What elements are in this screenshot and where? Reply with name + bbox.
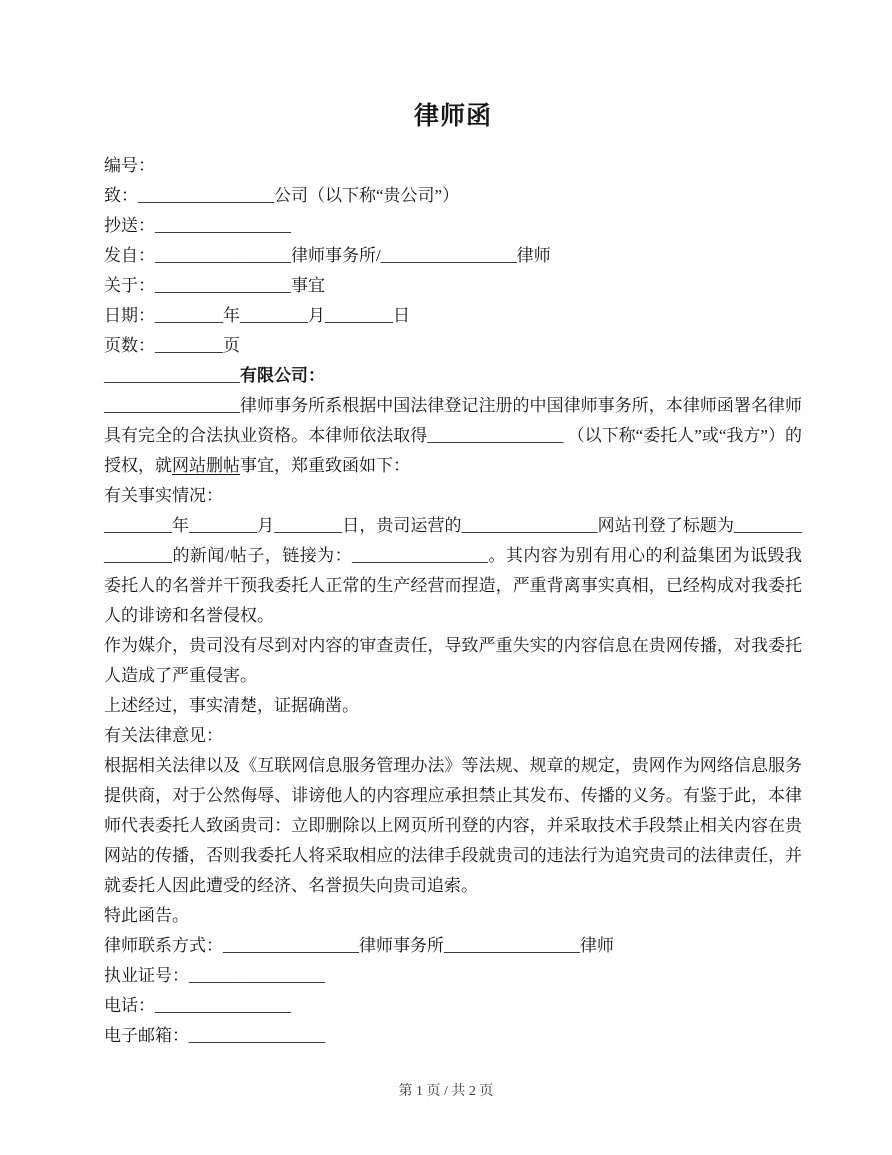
field-label: 致： — [104, 186, 138, 205]
blank-field: ________ — [104, 516, 172, 535]
facts-heading: 有关事实情况： — [104, 486, 223, 505]
field-label: 关于： — [104, 276, 155, 295]
field-label: 编号： — [104, 156, 155, 175]
blank-field: ________________ — [155, 246, 291, 265]
blank-field: ________________ — [155, 216, 291, 235]
field-cc — [104, 211, 802, 241]
field-text: 事宜 — [291, 276, 325, 295]
paragraph-text: 律师事务所系根据中国法律登记注册的中国律师事务所，本律师函署名律师具有完全的合法执业资格。本律师依法取得 — [104, 396, 802, 445]
field-text: 律师 — [580, 936, 614, 955]
blank-field: ________________ — [223, 936, 359, 955]
paragraph-text: 年 — [172, 516, 190, 535]
paragraph-text: 事宜，郑重致函如下： — [240, 456, 410, 475]
paragraph-text: 日，贵司运营的 — [342, 516, 462, 535]
document-title: 律师函 — [413, 103, 492, 130]
intro-paragraph — [104, 391, 802, 481]
blank-field: ________ — [274, 516, 343, 535]
field-text: 年 — [223, 306, 240, 325]
field-text: 日 — [393, 306, 410, 325]
blank-field: ________________ — [138, 186, 274, 205]
blank-field: ________________ — [155, 276, 291, 295]
paragraph-text: 。其内容为别有用心的利益集团为诋毁我委托人的名誉并干预我委托人正常的生产经营而捏造，严重背离事实真相，已经构成对我委托人的诽谤和名誉侵权。 — [104, 546, 802, 625]
conclusion-paragraph: 上述经过，事实清楚，证据确凿。 — [104, 696, 359, 715]
field-number — [104, 151, 802, 181]
blank-field: ________________ — [380, 246, 517, 265]
notice-paragraph: 特此函告。 — [104, 906, 189, 925]
blank-field: ________________ — [427, 426, 564, 445]
field-label: 日期： — [104, 306, 155, 325]
media-paragraph: 作为媒介，贵司没有尽到对内容的审查责任，导致严重失实的内容信息在贵网传播，对我委托人造成了严重侵害。 — [104, 636, 802, 685]
paragraph-text: 的新闻/帖子，链接为： — [172, 546, 353, 565]
license-line — [104, 961, 802, 991]
blank-field: ________ — [325, 306, 393, 325]
field-text: 公司（以下称“贵公司”） — [274, 186, 460, 205]
field-from — [104, 241, 802, 271]
blank-field: ________ — [189, 516, 258, 535]
field-text: 律师事务所 — [359, 936, 444, 955]
blank-field: ________________ — [104, 516, 803, 565]
field-date — [104, 301, 802, 331]
blank-field: ________________ — [189, 966, 325, 985]
contact-line — [104, 931, 802, 961]
paragraph-text: （以下称“委托人”或“我方”）的授权，就 — [104, 426, 803, 475]
field-label: 律师联系方式： — [104, 936, 223, 955]
paragraph-text: 网站刊登了标题为 — [597, 516, 735, 535]
field-re — [104, 271, 802, 301]
underlined-subject-text: 网站删帖 — [172, 456, 240, 475]
field-label: 页数： — [104, 336, 155, 355]
field-pages — [104, 331, 802, 361]
blank-field: ________________ — [104, 366, 240, 385]
phone-line — [104, 991, 802, 1021]
blank-field: ________________ — [444, 936, 580, 955]
blank-field: ________________ — [155, 996, 291, 1015]
blank-field: ________________ — [189, 1026, 325, 1045]
blank-field: ________ — [155, 336, 223, 355]
field-label: 执业证号： — [104, 966, 189, 985]
field-text: 月 — [308, 306, 325, 325]
legal-paragraph: 根据相关法律以及《互联网信息服务管理办法》等法规、规章的规定，贵网作为网络信息服务提供商，对于公然侮辱、诽谤他人的内容理应承担禁止其发布、传播的义务。有鉴于此，本律师代表委托人致函贵司：立即删除以上网页所刊登的内容，并采取技术手段禁止相关内容在贵网站的传播，否则我委托人将采取相应的法律手段就贵司的违法行为追究贵司的法律责任，并就委托人因此遭受的经济、名誉损失向贵司追索。 — [104, 756, 802, 895]
salutation-line — [104, 361, 802, 391]
blank-field: ________ — [240, 306, 308, 325]
field-text: 页 — [223, 336, 240, 355]
blank-field: ________________ — [104, 396, 240, 415]
paragraph-text: 月 — [257, 516, 275, 535]
facts-paragraph — [104, 511, 802, 631]
salutation-text: 有限公司： — [240, 366, 325, 385]
field-label: 抄送： — [104, 216, 155, 235]
field-label: 电话： — [104, 996, 155, 1015]
blank-field: ________________ — [352, 546, 489, 565]
legal-heading: 有关法律意见： — [104, 726, 223, 745]
field-to — [104, 181, 802, 211]
field-text: 律师 — [516, 246, 551, 265]
blank-field: ________________ — [461, 516, 598, 535]
email-line — [104, 1021, 802, 1051]
blank-field: ________ — [155, 306, 223, 325]
field-label: 电子邮箱： — [104, 1026, 189, 1045]
field-label: 发自： — [104, 246, 155, 265]
field-text: 律师事务所/ — [291, 246, 381, 265]
page-number-footer: 第 1 页 / 共 2 页 — [398, 1084, 494, 1099]
